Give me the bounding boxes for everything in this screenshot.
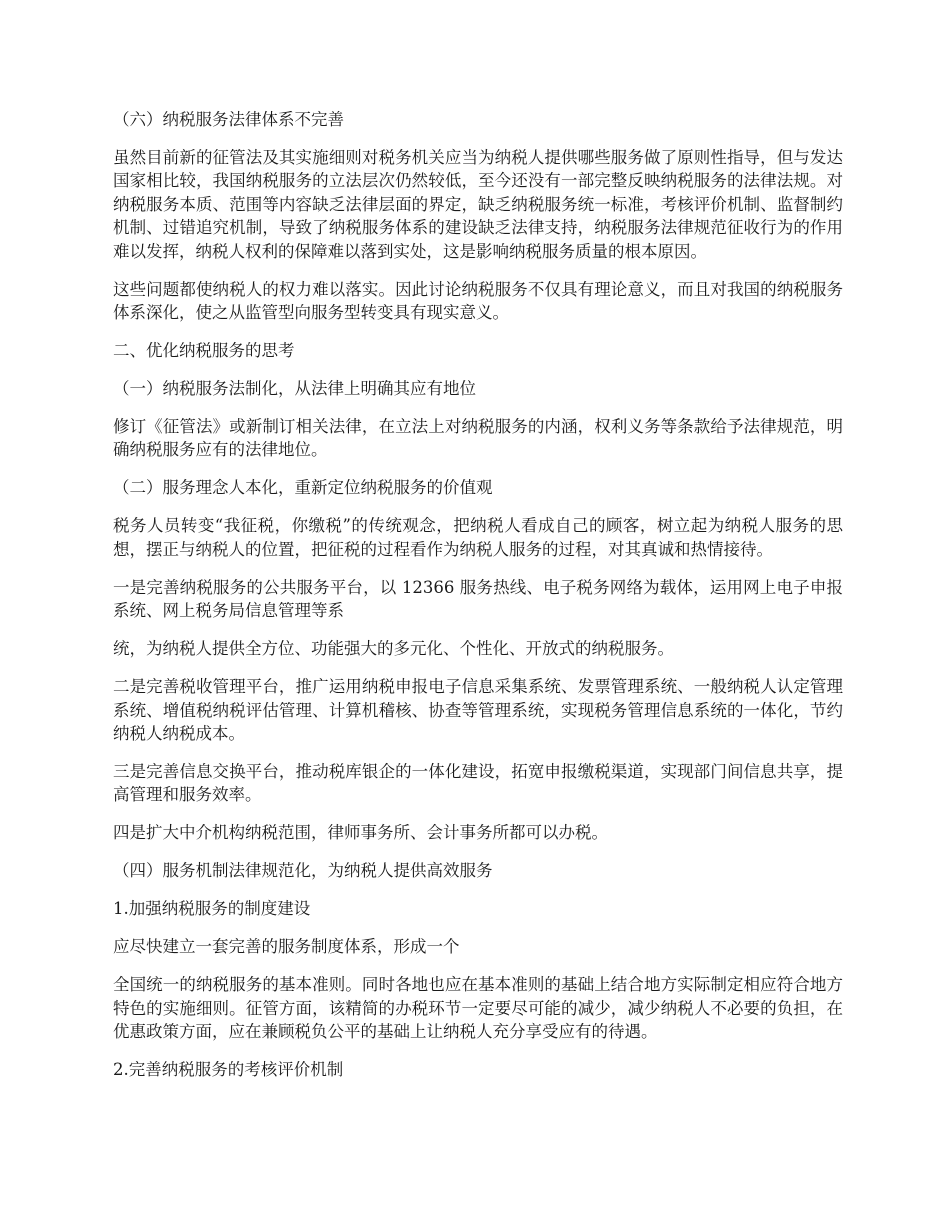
section-heading-1: （一）纳税服务法制化，从法律上明确其应有地位 [113, 379, 476, 399]
document-body [113, 108, 843, 1096]
chapter-heading-2: 二、优化纳税服务的思考 [113, 341, 295, 361]
body-paragraph: 全国统一的纳税服务的基本准则。同时各地也应在基本准则的基础上结合地方实际制定相应符合地方特色的实施细则。征管方面，该精简的办税环节一定要尽可能的减少，减少纳税人不必要的负担，在优惠政策方面，应在兼顾税负公平的基础上让纳税人充分享受应有的待遇。 [113, 975, 843, 1042]
body-paragraph: 虽然目前新的征管法及其实施细则对税务机关应当为纳税人提供哪些服务做了原则性指导，但与发达国家相比较，我国纳税服务的立法层次仍然较低，至今还没有一部完整反映纳税服务的法律法规。对纳税服务本质、范围等内容缺乏法律层面的界定，缺乏纳税服务统一标准，考核评价机制、监督制约机制、过错追究机制，导致了纳税服务体系的建设缺乏法律支持，纳税服务法律规范征收行为的作用难以发挥，纳税人权利的保障难以落到实处，这是影响纳税服务质量的根本原因。 [113, 148, 843, 261]
numbered-heading-1: 1.加强纳税服务的制度建设 [113, 899, 311, 919]
section-heading-4: （四）服务机制法律规范化，为纳税人提供高效服务 [113, 861, 493, 881]
body-paragraph: 二是完善税收管理平台，推广运用纳税申报电子信息采集系统、发票管理系统、一般纳税人认定管理系统、增值税纳税评估管理、计算机稽核、协查等管理系统，实现税务管理信息系统的一体化，节约纳税人纳税成本。 [113, 677, 843, 744]
body-paragraph: 修订《征管法》或新制订相关法律，在立法上对纳税服务的内涵，权利义务等条款给予法律规范，明确纳税服务应有的法律地位。 [113, 417, 843, 460]
body-paragraph: 四是扩大中介机构纳税范围，律师事务所、会计事务所都可以办税。 [113, 823, 608, 843]
body-paragraph: 三是完善信息交换平台，推动税库银企的一体化建设，拓宽申报缴税渠道，实现部门间信息共享，提高管理和服务效率。 [113, 762, 843, 805]
body-paragraph: 税务人员转变“我征税，你缴税”的传统观念，把纳税人看成自己的顾客，树立起为纳税人服务的思想，摆正与纳税人的位置，把征税的过程看作为纳税人服务的过程，对其真诚和热情接待。 [113, 516, 843, 559]
body-paragraph: 应尽快建立一套完善的服务制度体系，形成一个 [113, 937, 460, 957]
numbered-heading-2: 2.完善纳税服务的考核评价机制 [113, 1060, 344, 1080]
body-paragraph: 一是完善纳税服务的公共服务平台，以 12366 服务热线、电子税务网络为载体，运用网上电子申报系统、网上税务局信息管理等系 [113, 577, 843, 621]
body-paragraph: 统，为纳税人提供全方位、功能强大的多元化、个性化、开放式的纳税服务。 [113, 639, 674, 659]
section-heading-6: （六）纳税服务法律体系不完善 [113, 110, 344, 129]
section-heading-2: （二）服务理念人本化，重新定位纳税服务的价值观 [113, 478, 493, 498]
body-paragraph: 这些问题都使纳税人的权力难以落实。因此讨论纳税服务不仅具有理论意义，而且对我国的纳税服务体系深化，使之从监管型向服务型转变具有现实意义。 [113, 279, 843, 323]
